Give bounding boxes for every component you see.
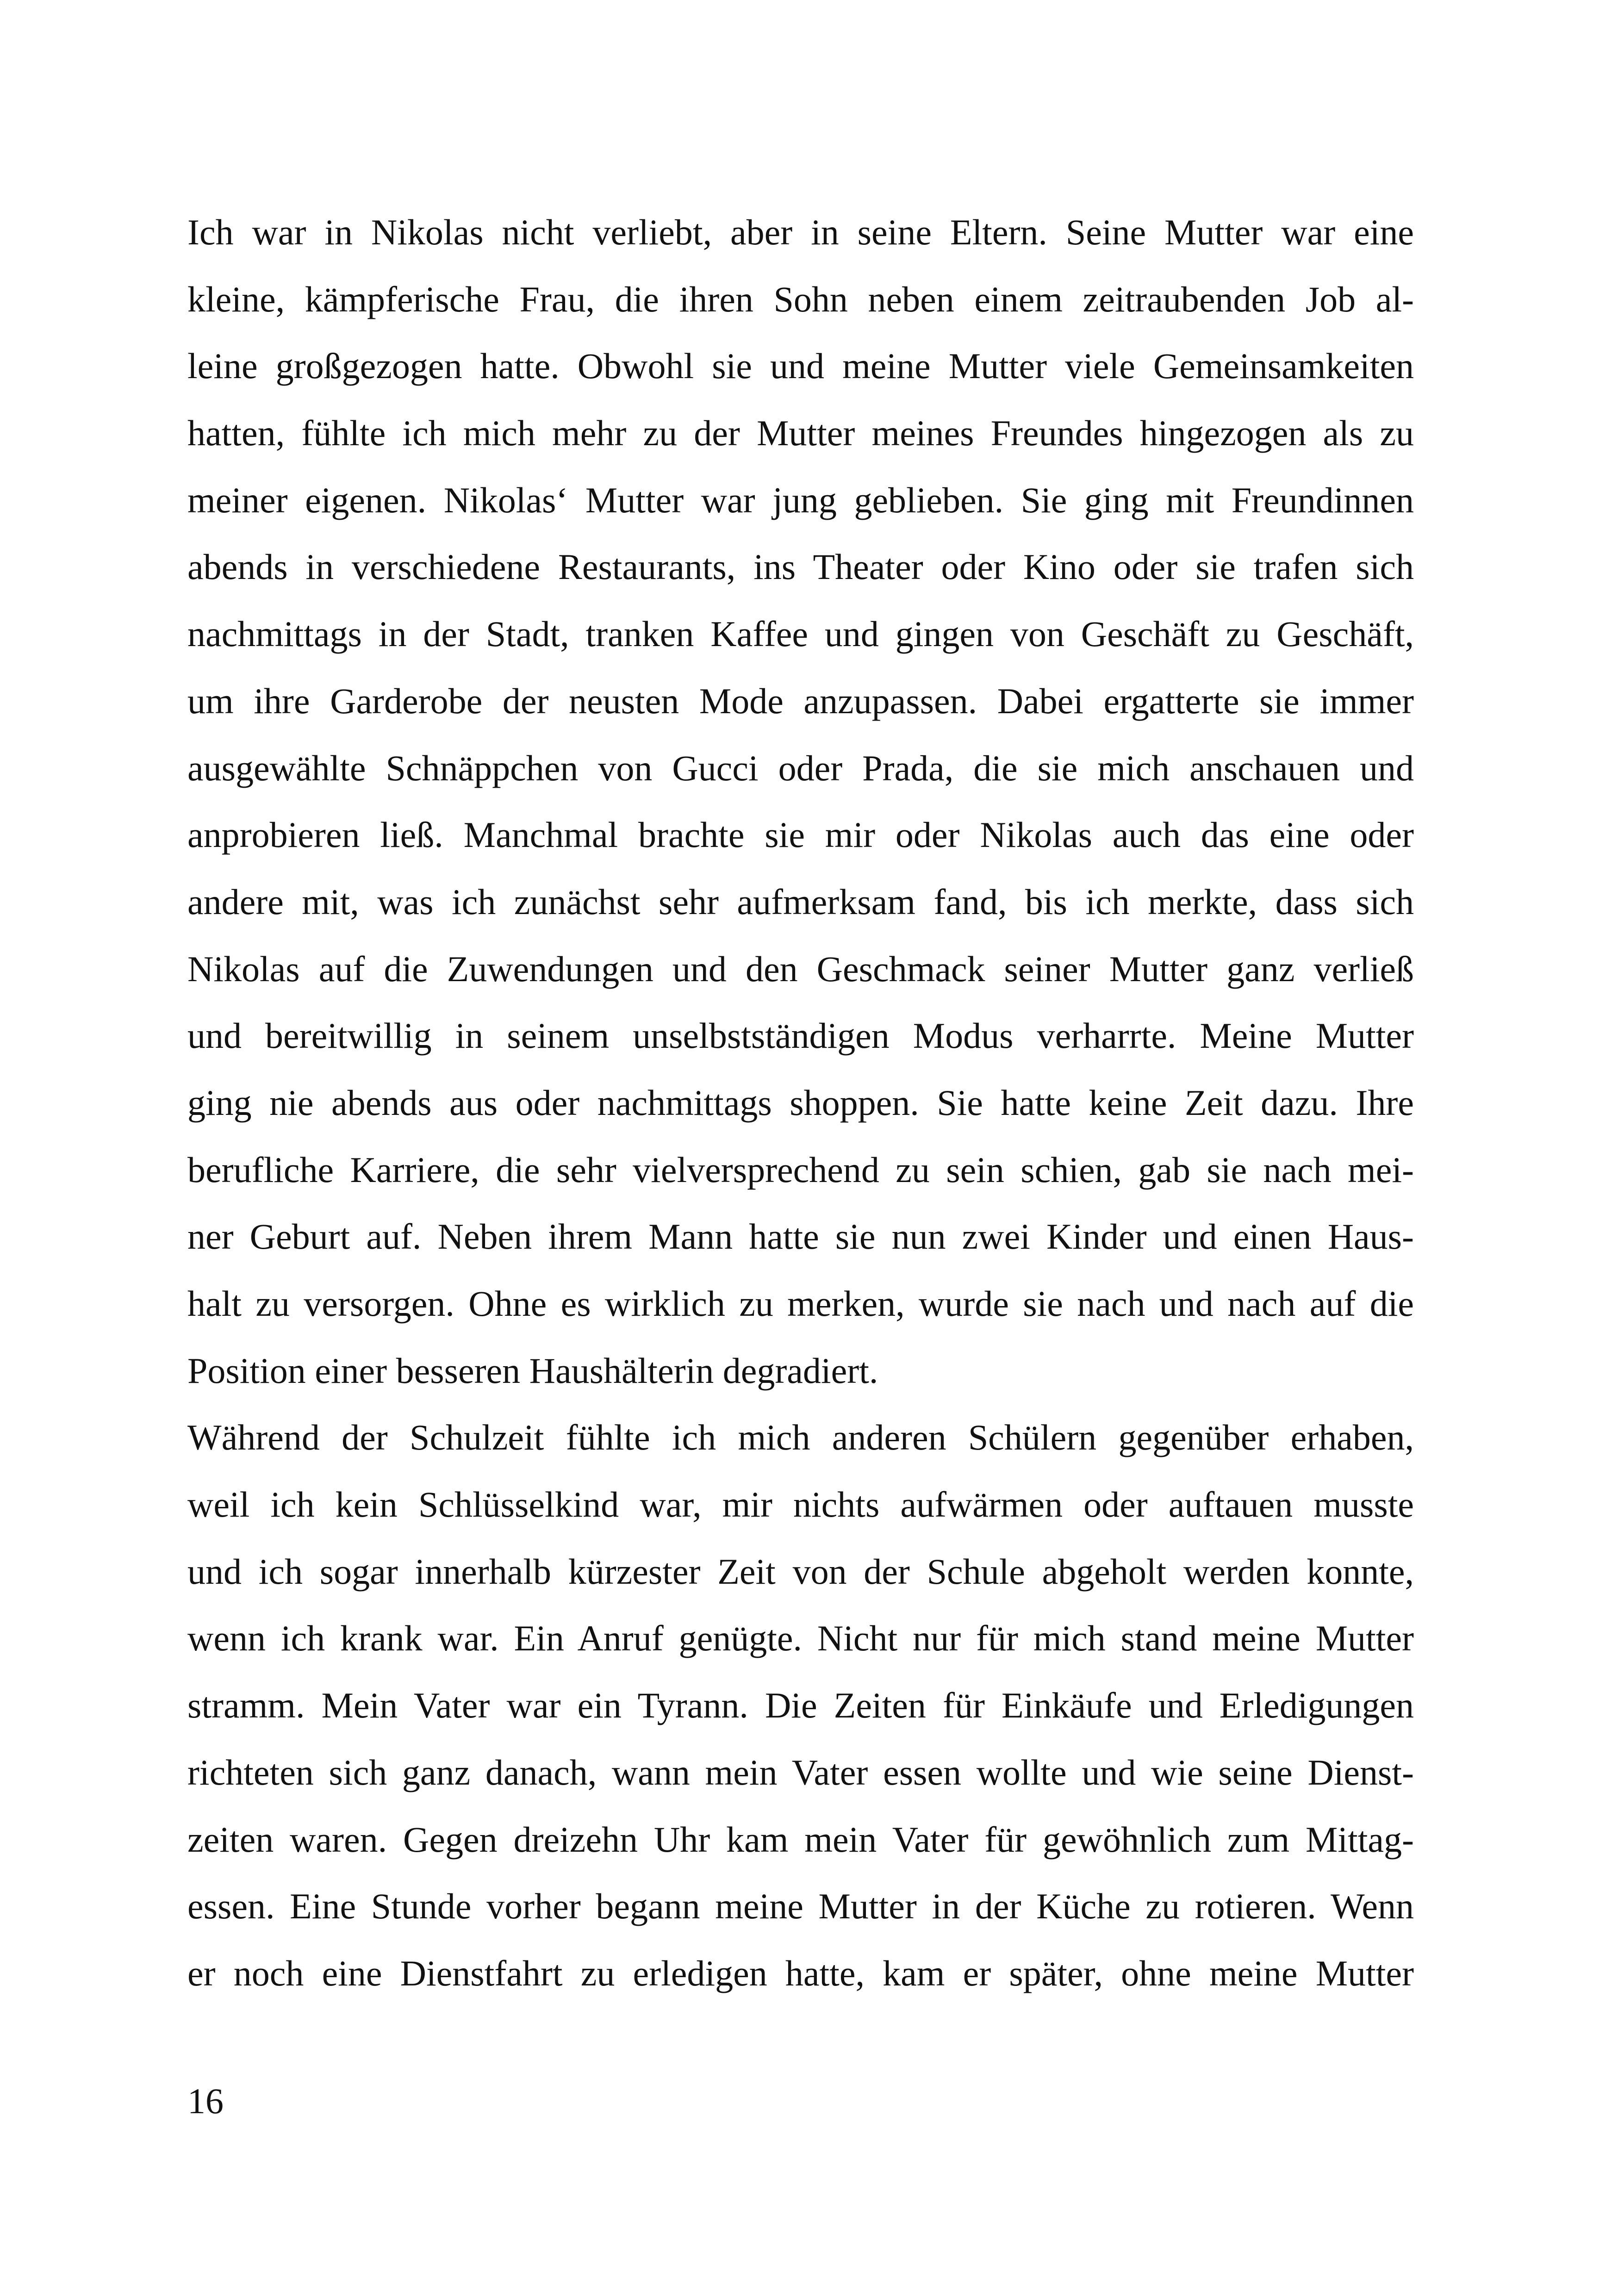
paragraph-1	[187, 199, 1414, 1404]
text-line: ausgewählte Schnäppchen von Gucci oder Prada, die sie mich anschauen und	[187, 747, 1414, 788]
text-line: Nikolas auf die Zuwendungen und den Geschmack seiner Mutter ganz verließ	[187, 948, 1414, 989]
text-line: und ich sogar innerhalb kürzester Zeit von der Schule abgeholt werden konnte,	[187, 1551, 1414, 1592]
text-line: leine großgezogen hatte. Obwohl sie und meine Mutter viele Gemeinsamkeiten	[187, 346, 1414, 386]
text-line: um ihre Garderobe der neusten Mode anzupassen. Dabei ergatterte sie immer	[187, 680, 1414, 721]
text-line: Ich war in Nikolas nicht verliebt, aber in seine Eltern. Seine Mutter war eine	[187, 212, 1414, 252]
text-line: richteten sich ganz danach, wann mein Vater essen wollte und wie seine Dienst-	[187, 1752, 1414, 1792]
page-number: 16	[187, 2081, 224, 2121]
text-line: abends in verschiedene Restaurants, ins Theater oder Kino oder sie trafen sich	[187, 547, 1414, 587]
text-line: halt zu versorgen. Ohne es wirklich zu merken, wurde sie nach und nach auf die	[187, 1283, 1414, 1324]
text-line: Position einer besseren Haushälterin degradiert.	[187, 1350, 878, 1391]
text-line: nachmittags in der Stadt, tranken Kaffee und gingen von Geschäft zu Geschäft,	[187, 614, 1414, 654]
paragraph-2	[187, 1404, 1414, 2007]
text-line: ner Geburt auf. Neben ihrem Mann hatte sie nun zwei Kinder und einen Haus-	[187, 1216, 1414, 1257]
text-line: zeiten waren. Gegen dreizehn Uhr kam mein Vater für gewöhnlich zum Mittag-	[187, 1819, 1414, 1860]
text-line: und bereitwillig in seinem unselbstständigen Modus verharrte. Meine Mutter	[187, 1015, 1414, 1056]
text-line: wenn ich krank war. Ein Anruf genügte. Nicht nur für mich stand meine Mutter	[187, 1618, 1414, 1659]
body-text	[187, 199, 1414, 2007]
text-line: hatten, fühlte ich mich mehr zu der Mutter meines Freundes hingezogen als zu	[187, 413, 1414, 454]
text-line: stramm. Mein Vater war ein Tyrann. Die Zeiten für Einkäufe und Erledigungen	[187, 1685, 1414, 1726]
text-line: kleine, kämpferische Frau, die ihren Sohn neben einem zeitraubenden Job al-	[187, 279, 1414, 319]
text-line: weil ich kein Schlüsselkind war, mir nichts aufwärmen oder auftauen musste	[187, 1484, 1414, 1525]
text-line: meiner eigenen. Nikolas‘ Mutter war jung geblieben. Sie ging mit Freundinnen	[187, 479, 1414, 520]
text-line: er noch eine Dienstfahrt zu erledigen hatte, kam er später, ohne meine Mutter	[187, 1953, 1414, 1993]
text-line: anprobieren ließ. Manchmal brachte sie mir oder Nikolas auch das eine oder	[187, 815, 1414, 855]
text-line: ging nie abends aus oder nachmittags shoppen. Sie hatte keine Zeit dazu. Ihre	[187, 1082, 1414, 1123]
text-line: Während der Schulzeit fühlte ich mich anderen Schülern gegenüber erhaben,	[187, 1417, 1414, 1458]
text-line: andere mit, was ich zunächst sehr aufmerksam fand, bis ich merkte, dass sich	[187, 881, 1414, 922]
text-line: essen. Eine Stunde vorher begann meine Mutter in der Küche zu rotieren. Wenn	[187, 1886, 1414, 1927]
text-line: berufliche Karriere, die sehr vielversprechend zu sein schien, gab sie nach mei-	[187, 1149, 1414, 1190]
